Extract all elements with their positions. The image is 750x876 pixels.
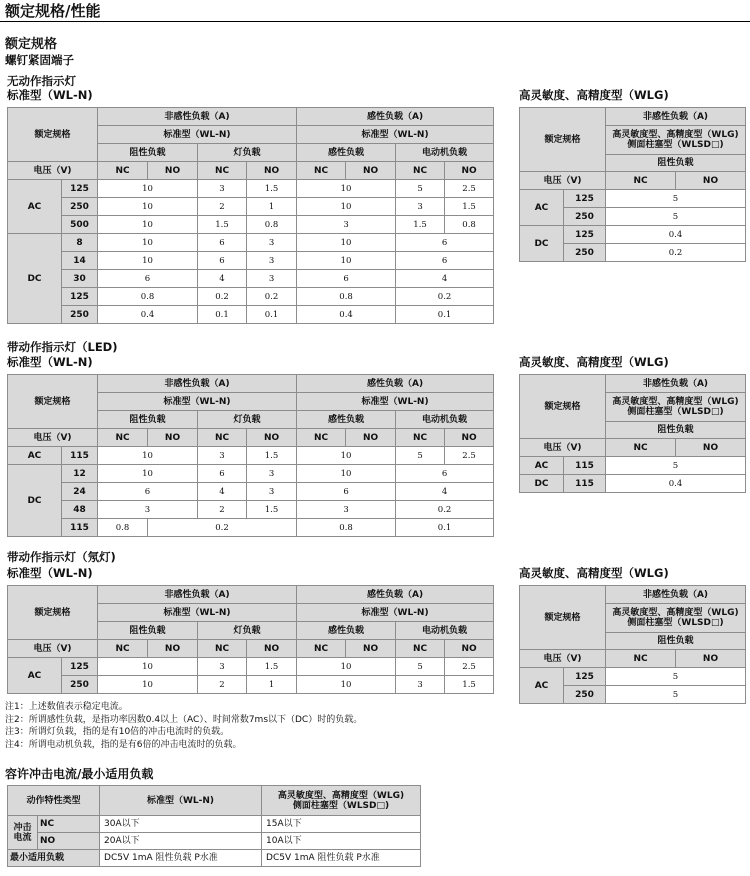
noninductive-header: 非感性负载（A) xyxy=(606,586,746,604)
wlg-model-line-1: 高灵敏度型、高精度型（WLG) xyxy=(612,608,739,618)
voltage-value: 250 xyxy=(62,676,98,694)
wlg-rating-table-1 xyxy=(519,107,746,262)
no-header: NO xyxy=(676,172,746,190)
min-load-wlg: DC5V 1mA 阻性负载 P水准 xyxy=(262,850,421,867)
cell-value: 1.5 xyxy=(445,676,494,694)
inrush-label-line-1: 冲击 xyxy=(13,822,32,833)
voltage-value: 125 xyxy=(564,668,606,686)
cell-value: 3 xyxy=(396,676,445,694)
cell-value: 0.1 xyxy=(396,306,494,324)
rating-label: 额定规格 xyxy=(8,586,98,640)
group-heading-no-indicator: 无动作指示灯 xyxy=(7,74,76,88)
motor-header: 电动机负载 xyxy=(396,411,494,429)
rating-label: 额定规格 xyxy=(8,375,98,429)
cell-value: 6 xyxy=(297,483,396,501)
wlg-model-line-1: 高灵敏度型、高精度型（WLG) xyxy=(612,130,739,140)
wlg-model-header xyxy=(606,604,746,633)
rating-table-led xyxy=(7,374,494,537)
wlg-model-line-2: 侧面柱塞型（WLSD□) xyxy=(627,407,724,417)
ac-label: AC xyxy=(8,180,62,234)
wlg-heading: 高灵敏度、高精度型（WLG) xyxy=(519,355,669,369)
wlg-heading: 高灵敏度、高精度型（WLG) xyxy=(519,566,669,580)
nc-header: NC xyxy=(297,429,346,447)
voltage-value: 115 xyxy=(564,475,606,493)
wlg-model-line-2: 侧面柱塞型（WLSD□) xyxy=(627,618,724,628)
voltage-value: 125 xyxy=(564,226,606,244)
resistive-header: 阻性负载 xyxy=(606,633,746,650)
dc-label: DC xyxy=(8,234,62,324)
no-header: NO xyxy=(247,429,297,447)
cell-value: 0.2 xyxy=(198,288,247,306)
cell-value: 0.8 xyxy=(297,519,396,537)
voltage-header: 电压（V) xyxy=(520,172,606,190)
inductive-header: 感性负载（A) xyxy=(297,108,494,126)
no-header: NO xyxy=(148,640,198,658)
min-load-standard: DC5V 1mA 阻性负载 P水准 xyxy=(100,850,262,867)
voltage-header: 电压（V) xyxy=(8,429,98,447)
cell-value: 2.5 xyxy=(445,658,494,676)
inrush-section-title: 容许冲击电流/最小适用负载 xyxy=(5,767,154,781)
wlg-header xyxy=(262,786,421,816)
group-model-standard: 标准型（WL-N) xyxy=(7,88,93,102)
no-header: NO xyxy=(346,640,396,658)
wlg-rating-table-3 xyxy=(519,585,746,704)
cell-value: 1.5 xyxy=(396,216,445,234)
note-4: 注4：所谓电动机负载，指的是有6倍的冲击电流时的负载。 xyxy=(5,739,242,750)
cell-value: 4 xyxy=(396,483,494,501)
inductive-sub-header: 感性负载 xyxy=(297,411,396,429)
cell-value: 3 xyxy=(198,658,247,676)
cell-value: 10 xyxy=(98,216,198,234)
cell-value: 0.1 xyxy=(396,519,494,537)
cell-value: 3 xyxy=(247,465,297,483)
voltage-value: 14 xyxy=(62,252,98,270)
cell-value: 0.8 xyxy=(297,288,396,306)
noninductive-header: 非感性负载（A) xyxy=(98,108,297,126)
wlg-header-line-1: 高灵敏度型、高精度型（WLG) xyxy=(277,790,405,801)
type-header: 动作特性类型 xyxy=(8,786,100,816)
wlg-rating-table-2 xyxy=(519,374,746,493)
lamp-header: 灯负载 xyxy=(198,144,297,162)
cell-value: 0.2 xyxy=(396,288,494,306)
cell-value: 10 xyxy=(98,198,198,216)
cell-value: 0.8 xyxy=(98,519,148,537)
cell-value: 10 xyxy=(98,465,198,483)
no-header: NO xyxy=(247,640,297,658)
voltage-value: 125 xyxy=(62,180,98,198)
voltage-value: 24 xyxy=(62,483,98,501)
cell-value: 5 xyxy=(606,457,746,475)
cell-value: 5 xyxy=(396,180,445,198)
cell-value: 10 xyxy=(297,198,396,216)
model-header: 标准型（WL-N) xyxy=(98,393,297,411)
dc-label: DC xyxy=(8,465,62,537)
cell-value: 4 xyxy=(198,483,247,501)
voltage-value: 125 xyxy=(62,658,98,676)
cell-value: 5 xyxy=(606,686,746,704)
note-1: 注1：上述数值表示稳定电流。 xyxy=(5,702,128,712)
cell-value: 0.2 xyxy=(148,519,297,537)
cell-value: 4 xyxy=(396,270,494,288)
rating-label: 额定规格 xyxy=(520,108,606,172)
nc-header: NC xyxy=(98,640,148,658)
cell-value: 10 xyxy=(297,252,396,270)
cell-value: 3 xyxy=(247,483,297,501)
nc-header: NC xyxy=(297,640,346,658)
voltage-value: 125 xyxy=(564,190,606,208)
nc-standard-value: 30A以下 xyxy=(100,816,262,833)
voltage-value: 125 xyxy=(62,288,98,306)
cell-value: 10 xyxy=(297,180,396,198)
cell-value: 6 xyxy=(396,234,494,252)
cell-value: 5 xyxy=(396,658,445,676)
cell-value: 3 xyxy=(98,501,198,519)
no-standard-value: 20A以下 xyxy=(100,833,262,850)
resistive-header: 阻性负载 xyxy=(98,622,198,640)
no-header: NO xyxy=(148,162,198,180)
group-model-standard: 标准型（WL-N) xyxy=(7,355,93,369)
wlg-model-header xyxy=(606,393,746,422)
voltage-value: 250 xyxy=(564,244,606,262)
cell-value: 0.4 xyxy=(606,475,746,493)
group-model-standard: 标准型（WL-N) xyxy=(7,566,93,580)
no-header: NO xyxy=(445,429,494,447)
cell-value: 0.8 xyxy=(98,288,198,306)
voltage-value: 48 xyxy=(62,501,98,519)
cell-value: 1.5 xyxy=(198,216,247,234)
cell-value: 0.8 xyxy=(445,216,494,234)
cell-value: 1.5 xyxy=(247,658,297,676)
voltage-value: 30 xyxy=(62,270,98,288)
wlg-model-line-2: 侧面柱塞型（WLSD□) xyxy=(627,140,724,150)
cell-value: 6 xyxy=(297,270,396,288)
title-divider xyxy=(0,21,750,22)
inductive-sub-header: 感性负载 xyxy=(297,144,396,162)
cell-value: 10 xyxy=(297,465,396,483)
section-title-ratings: 额定规格 xyxy=(5,37,58,52)
cell-value: 0.4 xyxy=(297,306,396,324)
no-header: NO xyxy=(346,162,396,180)
cell-value: 0.1 xyxy=(198,306,247,324)
noninductive-header: 非感性负载（A) xyxy=(98,586,297,604)
nc-header: NC xyxy=(396,640,445,658)
cell-value: 10 xyxy=(297,447,396,465)
motor-header: 电动机负载 xyxy=(396,144,494,162)
cell-value: 0.2 xyxy=(396,501,494,519)
cell-value: 3 xyxy=(396,198,445,216)
cell-value: 1.5 xyxy=(247,447,297,465)
no-header: NO xyxy=(445,640,494,658)
no-label: NO xyxy=(38,833,100,850)
inrush-label-line-2: 电流 xyxy=(13,832,32,843)
rating-label: 额定规格 xyxy=(520,375,606,439)
cell-value: 3 xyxy=(198,180,247,198)
nc-header: NC xyxy=(98,162,148,180)
voltage-value: 250 xyxy=(564,686,606,704)
cell-value: 3 xyxy=(198,447,247,465)
wlg-model-header xyxy=(606,126,746,155)
nc-header: NC xyxy=(606,439,676,457)
cell-value: 3 xyxy=(247,270,297,288)
model-header: 标准型（WL-N) xyxy=(297,393,494,411)
voltage-value: 250 xyxy=(564,208,606,226)
voltage-value: 250 xyxy=(62,198,98,216)
section-subtitle-terminal: 螺钉紧固端子 xyxy=(5,53,74,67)
nc-label: NC xyxy=(38,816,100,833)
lamp-header: 灯负载 xyxy=(198,411,297,429)
cell-value: 5 xyxy=(606,208,746,226)
cell-value: 2 xyxy=(198,676,247,694)
motor-header: 电动机负载 xyxy=(396,622,494,640)
wlg-heading: 高灵敏度、高精度型（WLG) xyxy=(519,88,669,102)
cell-value: 10 xyxy=(98,658,198,676)
voltage-header: 电压（V) xyxy=(8,640,98,658)
cell-value: 6 xyxy=(396,252,494,270)
ac-label: AC xyxy=(520,190,564,226)
cell-value: 6 xyxy=(198,465,247,483)
voltage-value: 500 xyxy=(62,216,98,234)
cell-value: 1 xyxy=(247,676,297,694)
no-header: NO xyxy=(346,429,396,447)
cell-value: 2.5 xyxy=(445,180,494,198)
voltage-value: 115 xyxy=(564,457,606,475)
ac-label: AC xyxy=(520,668,564,704)
no-header: NO xyxy=(676,439,746,457)
model-header: 标准型（WL-N) xyxy=(98,126,297,144)
cell-value: 1.5 xyxy=(247,501,297,519)
cell-value: 6 xyxy=(98,270,198,288)
group-heading-neon: 带动作指示灯（氖灯) xyxy=(7,550,116,564)
inductive-sub-header: 感性负载 xyxy=(297,622,396,640)
resistive-header: 阻性负载 xyxy=(606,155,746,172)
inrush-current-label xyxy=(8,816,38,850)
model-header: 标准型（WL-N) xyxy=(98,604,297,622)
no-header: NO xyxy=(148,429,198,447)
group-heading-led: 带动作指示灯（LED) xyxy=(7,340,118,354)
cell-value: 0.2 xyxy=(606,244,746,262)
wlg-model-line-1: 高灵敏度型、高精度型（WLG) xyxy=(612,397,739,407)
cell-value: 3 xyxy=(247,234,297,252)
cell-value: 10 xyxy=(297,234,396,252)
inductive-header: 感性负载（A) xyxy=(297,586,494,604)
cell-value: 0.1 xyxy=(247,306,297,324)
inductive-header: 感性负载（A) xyxy=(297,375,494,393)
cell-value: 5 xyxy=(606,190,746,208)
no-header: NO xyxy=(676,650,746,668)
cell-value: 0.2 xyxy=(247,288,297,306)
voltage-header: 电压（V) xyxy=(520,650,606,668)
cell-value: 6 xyxy=(198,252,247,270)
voltage-header: 电压（V) xyxy=(520,439,606,457)
noninductive-header: 非感性负载（A) xyxy=(606,108,746,126)
cell-value: 2 xyxy=(198,501,247,519)
wlg-header-line-2: 侧面柱塞型（WLSD□) xyxy=(292,800,390,811)
rating-table-neon xyxy=(7,585,494,694)
ac-label: AC xyxy=(520,457,564,475)
rating-label: 额定规格 xyxy=(8,108,98,162)
cell-value: 0.4 xyxy=(98,306,198,324)
cell-value: 5 xyxy=(606,668,746,686)
noninductive-header: 非感性负载（A) xyxy=(606,375,746,393)
voltage-value: 250 xyxy=(62,306,98,324)
no-wlg-value: 10A以下 xyxy=(262,833,421,850)
voltage-value: 115 xyxy=(62,447,98,465)
inrush-table xyxy=(7,785,421,867)
nc-header: NC xyxy=(198,429,247,447)
cell-value: 2.5 xyxy=(445,447,494,465)
notes-block xyxy=(5,701,362,751)
nc-header: NC xyxy=(396,429,445,447)
note-2: 注2：所谓感性负载，是指功率因数0.4以上（AC）、时间常数7ms以下（DC）时的负载。 xyxy=(5,714,363,725)
voltage-header: 电压（V) xyxy=(8,162,98,180)
no-header: NO xyxy=(445,162,494,180)
rating-table-no-indicator xyxy=(7,107,494,324)
rating-label: 额定规格 xyxy=(520,586,606,650)
cell-value: 10 xyxy=(98,234,198,252)
nc-header: NC xyxy=(198,640,247,658)
cell-value: 1 xyxy=(247,198,297,216)
resistive-header: 阻性负载 xyxy=(98,411,198,429)
nc-header: NC xyxy=(606,172,676,190)
cell-value: 6 xyxy=(198,234,247,252)
min-load-label: 最小适用负载 xyxy=(8,850,100,867)
lamp-header: 灯负载 xyxy=(198,622,297,640)
voltage-value: 12 xyxy=(62,465,98,483)
cell-value: 2 xyxy=(198,198,247,216)
voltage-value: 115 xyxy=(62,519,98,537)
nc-header: NC xyxy=(297,162,346,180)
noninductive-header: 非感性负载（A) xyxy=(98,375,297,393)
cell-value: 10 xyxy=(297,658,396,676)
model-header: 标准型（WL-N) xyxy=(297,126,494,144)
voltage-value: 8 xyxy=(62,234,98,252)
cell-value: 10 xyxy=(98,447,198,465)
cell-value: 3 xyxy=(247,252,297,270)
cell-value: 0.8 xyxy=(247,216,297,234)
ac-label: AC xyxy=(8,447,62,465)
note-3: 注3：所谓灯负载，指的是有10倍的冲击电流时的负载。 xyxy=(5,727,230,737)
standard-header: 标准型（WL-N) xyxy=(100,786,262,816)
cell-value: 6 xyxy=(396,465,494,483)
cell-value: 10 xyxy=(98,180,198,198)
cell-value: 10 xyxy=(98,252,198,270)
nc-header: NC xyxy=(98,429,148,447)
cell-value: 10 xyxy=(98,676,198,694)
nc-header: NC xyxy=(396,162,445,180)
nc-header: NC xyxy=(198,162,247,180)
resistive-header: 阻性负载 xyxy=(606,422,746,439)
ac-label: AC xyxy=(8,658,62,694)
model-header: 标准型（WL-N) xyxy=(297,604,494,622)
dc-label: DC xyxy=(520,475,564,493)
cell-value: 4 xyxy=(198,270,247,288)
nc-header: NC xyxy=(606,650,676,668)
cell-value: 6 xyxy=(98,483,198,501)
cell-value: 1.5 xyxy=(445,198,494,216)
resistive-header: 阻性负载 xyxy=(98,144,198,162)
cell-value: 3 xyxy=(297,216,396,234)
dc-label: DC xyxy=(520,226,564,262)
page-title: 额定规格/性能 xyxy=(5,2,101,20)
cell-value: 3 xyxy=(297,501,396,519)
nc-wlg-value: 15A以下 xyxy=(262,816,421,833)
cell-value: 0.4 xyxy=(606,226,746,244)
cell-value: 5 xyxy=(396,447,445,465)
cell-value: 10 xyxy=(297,676,396,694)
cell-value: 1.5 xyxy=(247,180,297,198)
no-header: NO xyxy=(247,162,297,180)
